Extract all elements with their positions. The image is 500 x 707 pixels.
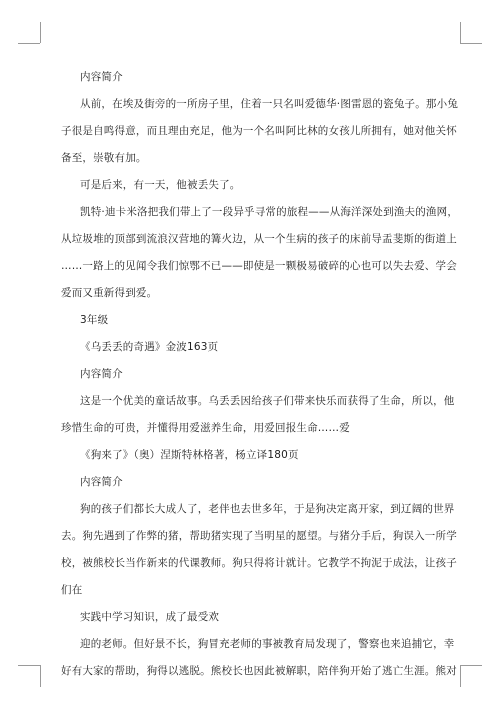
paragraph-line: 珍惜生命的可贵，并懂得用爱滋养生命，用爱回报生命……爱 xyxy=(61,422,350,434)
section-heading: 内容简介 xyxy=(80,476,123,488)
section-heading: 内容简介 xyxy=(80,71,123,83)
crop-mark-bottom-right-v xyxy=(460,665,461,687)
paragraph-line: 校，被熊校长当作新来的代课教师。狗只得将计就计。它教学不拘泥于成法，让孩子 xyxy=(61,557,457,569)
paragraph-line: 可是后来，有一天，他被丢失了。 xyxy=(80,179,241,191)
crop-mark-top-right-v xyxy=(460,22,461,43)
paragraph-line: 迎的老师。但好景不长，狗冒充老师的事被教育局发现了，警察也来追捕它，幸 xyxy=(80,638,455,650)
book-title: 《狗来了》（奥）涅斯特林格著，杨立译180页 xyxy=(80,449,299,461)
grade-heading: 3年级 xyxy=(80,314,109,326)
paragraph-line: 凯特·迪卡米洛把我们带上了一段异乎寻常的旅程——从海洋深处到渔夫的渔网， xyxy=(80,206,459,218)
paragraph-line: 从垃圾堆的顶部到流浪汉营地的篝火边，从一个生病的孩子的床前导盂斐斯的街道上 xyxy=(61,233,457,245)
section-heading: 内容简介 xyxy=(80,368,123,380)
paragraph-line: 们在 xyxy=(61,584,83,596)
paragraph-line: 这是一个优美的童话故事。乌丢丢因给孩子们带来快乐而获得了生命，所以，他 xyxy=(80,395,455,407)
crop-mark-top-left-h xyxy=(18,43,40,44)
crop-mark-bottom-left-h xyxy=(18,665,40,666)
paragraph-line: 从前，在埃及街旁的一所房子里，住着一只名叫爱德华·图雷恩的瓷兔子。那小兔 xyxy=(80,98,459,110)
crop-mark-top-right-h xyxy=(460,43,482,44)
paragraph-line: 狗的孩子们都长大成人了，老伴也去世多年，于是狗决定离开家，到辽阔的世界 xyxy=(80,503,455,515)
paragraph-line: 去。狗先遇到了作弊的猪，帮助猪实现了当明星的愿望。与猪分手后，狗误入一所学 xyxy=(61,530,457,542)
paragraph-line: 子很是自鸣得意，而且理由充足，他为一个名叫阿比林的女孩儿所拥有，她对他关怀 xyxy=(61,125,457,137)
book-title: 《乌丢丢的奇遇》金波163页 xyxy=(80,341,219,353)
crop-mark-bottom-left-v xyxy=(40,665,41,687)
crop-mark-bottom-right-h xyxy=(460,665,482,666)
paragraph-line: 好有大家的帮助，狗得以逃脱。熊校长也因此被解职，陪伴狗开始了逃亡生涯。熊对 xyxy=(61,665,457,677)
paragraph-line: 备至，崇敬有加。 xyxy=(61,152,147,164)
crop-mark-top-left-v xyxy=(40,22,41,43)
paragraph-line: 实践中学习知识，成了最受欢 xyxy=(80,611,220,623)
paragraph-line: 爱而又重新得到爱。 xyxy=(61,287,158,299)
paragraph-line: ……一路上的见闻令我们惊鄂不已——即使是一颗极易破碎的心也可以失去爱、学会 xyxy=(61,260,457,272)
